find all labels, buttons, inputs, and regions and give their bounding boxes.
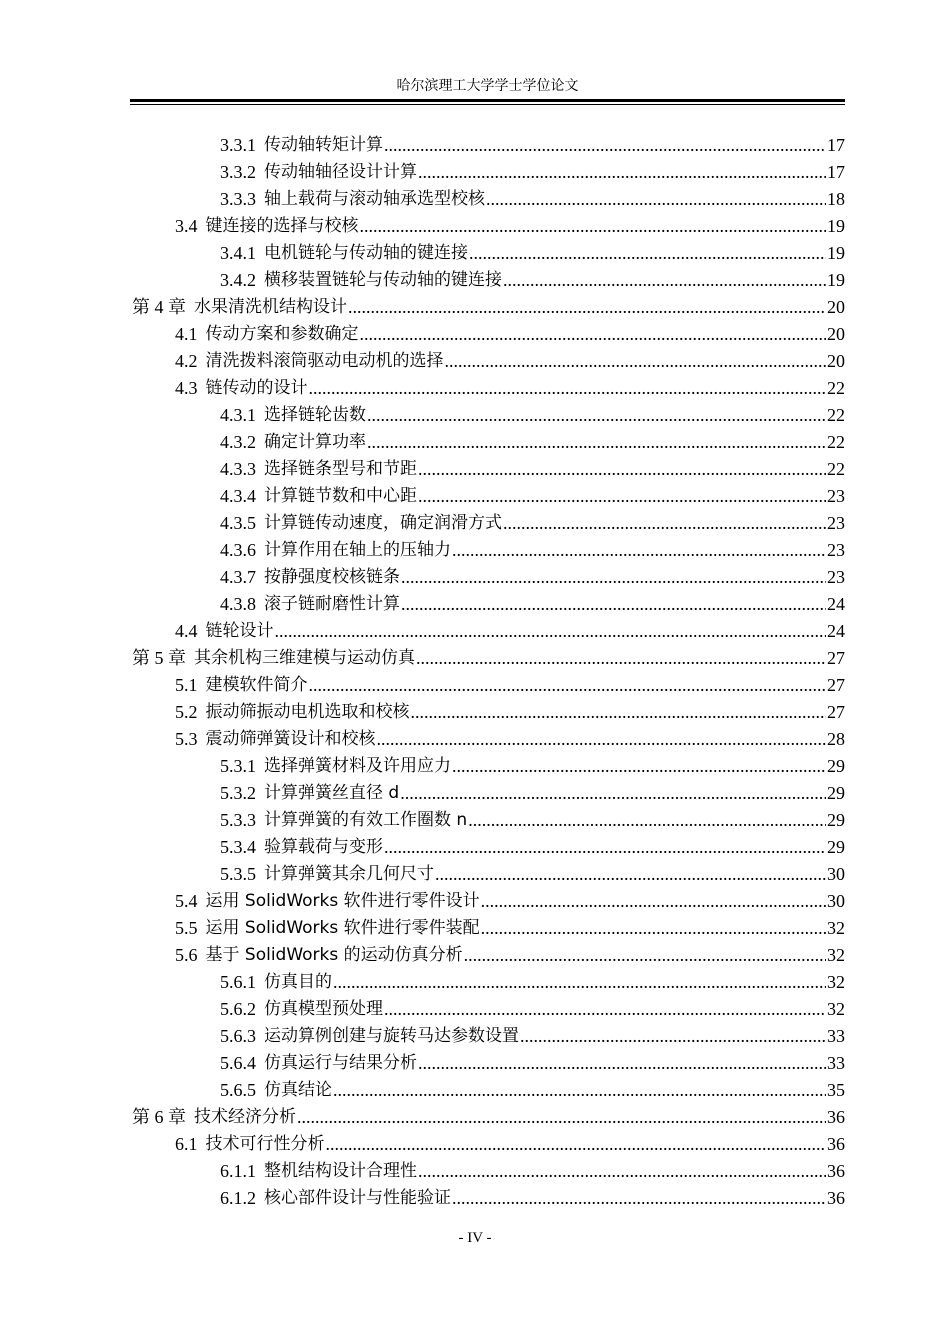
page-number: - IV -	[458, 1230, 492, 1246]
toc-entry-title: 选择链条型号和节距	[264, 459, 417, 479]
toc-entry-number: 5.3.2	[220, 783, 256, 803]
header-rule-thin	[130, 104, 845, 105]
toc-dot-leader	[384, 132, 826, 159]
toc-entry-number: 3.3.2	[220, 162, 256, 182]
toc-entry-number: 4.3.8	[220, 594, 256, 614]
toc-entry-title: 清洗拨料滚筒驱动电动机的选择	[205, 351, 444, 371]
toc-entry[interactable]	[130, 591, 845, 618]
toc-dot-leader	[464, 942, 826, 969]
toc-entry-title: 选择链轮齿数	[264, 405, 366, 425]
toc-entry-number: 第 5 章	[132, 648, 186, 668]
toc-entry[interactable]	[130, 780, 845, 807]
toc-dot-leader	[469, 240, 826, 267]
toc-entry-number: 3.4.1	[220, 243, 256, 263]
toc-entry-title: 技术经济分析	[194, 1107, 296, 1127]
toc-dot-leader	[416, 645, 826, 672]
toc-entry[interactable]	[130, 861, 845, 888]
toc-entry-page: 20	[827, 351, 845, 371]
toc-entry-number: 第 4 章	[132, 297, 186, 317]
toc-entry-page: 36	[827, 1134, 845, 1154]
toc-entry-page: 18	[827, 189, 845, 209]
toc-entry[interactable]	[130, 753, 845, 780]
toc-entry-page: 17	[827, 162, 845, 182]
toc-entry-number: 5.6.1	[220, 972, 256, 992]
toc-entry-title: 计算弹簧其余几何尺寸	[264, 864, 434, 884]
toc-entry-title: 其余机构三维建模与运动仿真	[194, 648, 415, 668]
toc-dot-leader	[360, 321, 827, 348]
toc-entry-title: 链传动的设计	[205, 378, 308, 398]
toc-entry-page: 23	[827, 567, 845, 587]
toc-entry[interactable]	[130, 483, 845, 510]
toc-entry[interactable]	[130, 510, 845, 537]
toc-dot-leader	[486, 186, 826, 213]
toc-entry-number: 5.5	[175, 918, 198, 938]
toc-entry-title: 振动筛振动电机选取和校核	[205, 702, 410, 722]
toc-entry-number: 3.4.2	[220, 270, 256, 290]
toc-dot-leader	[452, 537, 826, 564]
toc-dot-leader	[377, 726, 827, 753]
toc-entry-number: 4.2	[175, 351, 198, 371]
header-rule-thick	[130, 99, 845, 102]
toc-entry-number: 5.2	[175, 702, 198, 722]
toc-entry-title: 整机结构设计合理性	[264, 1161, 417, 1181]
toc-entry-number: 4.1	[175, 324, 198, 344]
toc-entry-page: 23	[827, 513, 845, 533]
toc-entry[interactable]	[130, 1104, 845, 1131]
toc-entry[interactable]	[130, 699, 845, 726]
toc-entry-number: 4.3.6	[220, 540, 256, 560]
toc-entry-number: 5.6.5	[220, 1080, 256, 1100]
toc-entry[interactable]	[130, 969, 845, 996]
toc-entry-title: 键连接的选择与校核	[205, 216, 359, 236]
toc-entry-title: 仿真模型预处理	[264, 999, 383, 1019]
toc-dot-leader	[401, 564, 826, 591]
toc-entry[interactable]	[130, 429, 845, 456]
toc-dot-leader	[275, 618, 827, 645]
toc-entry-number: 5.4	[175, 891, 198, 911]
toc-entry-title: 按静强度校核链条	[264, 567, 400, 587]
toc-entry-page: 24	[827, 621, 845, 641]
toc-entry[interactable]	[130, 1077, 845, 1104]
toc-entry-page: 19	[827, 216, 845, 236]
toc-entry[interactable]	[130, 888, 845, 915]
toc-entry-title: 计算链节数和中心距	[264, 486, 417, 506]
toc-dot-leader	[520, 1023, 826, 1050]
toc-entry-number: 6.1.1	[220, 1161, 256, 1181]
toc-dot-leader	[384, 834, 826, 861]
toc-dot-leader	[384, 996, 826, 1023]
toc-dot-leader	[418, 456, 826, 483]
toc-entry-title: 电机链轮与传动轴的键连接	[264, 243, 468, 263]
toc-entry-title: 运用 SolidWorks 软件进行零件设计	[205, 891, 480, 911]
toc-entry-title: 链轮设计	[205, 621, 274, 641]
toc-entry-page: 22	[827, 459, 845, 479]
toc-entry-page: 27	[827, 675, 845, 695]
toc-dot-leader	[326, 1131, 827, 1158]
toc-entry-number: 3.3.1	[220, 135, 256, 155]
toc-entry[interactable]	[130, 834, 845, 861]
toc-entry-page: 23	[827, 486, 845, 506]
toc-entry-page: 22	[827, 378, 845, 398]
toc-entry-number: 6.1	[175, 1134, 198, 1154]
toc-entry-page: 20	[827, 324, 845, 344]
toc-entry-number: 3.4	[175, 216, 198, 236]
toc-entry-page: 30	[827, 891, 845, 911]
toc-entry-page: 20	[827, 297, 845, 317]
toc-dot-leader	[418, 1050, 826, 1077]
toc-entry-title: 确定计算功率	[264, 432, 366, 452]
toc-dot-leader	[418, 483, 826, 510]
toc-entry[interactable]	[130, 159, 845, 186]
toc-entry[interactable]	[130, 375, 845, 402]
toc-entry[interactable]	[130, 1158, 845, 1185]
toc-entry-number: 5.6	[175, 945, 198, 965]
toc-entry-title: 计算作用在轴上的压轴力	[264, 540, 451, 560]
toc-entry-page: 30	[827, 864, 845, 884]
toc-dot-leader	[452, 1185, 826, 1212]
toc-entry-page: 23	[827, 540, 845, 560]
toc-entry-page: 33	[827, 1026, 845, 1046]
toc-entry-page: 35	[827, 1080, 845, 1100]
toc-entry[interactable]	[130, 618, 845, 645]
toc-entry-title: 水果清洗机结构设计	[194, 297, 347, 317]
toc-dot-leader	[360, 213, 827, 240]
table-of-contents	[130, 132, 845, 1212]
toc-dot-leader	[418, 159, 826, 186]
toc-entry-page: 36	[827, 1107, 845, 1127]
toc-entry-title: 建模软件简介	[205, 675, 308, 695]
toc-entry-title: 验算载荷与变形	[264, 837, 383, 857]
toc-dot-leader	[503, 510, 826, 537]
toc-dot-leader	[333, 1077, 826, 1104]
toc-entry-title: 横移装置链轮与传动轴的键连接	[264, 270, 502, 290]
toc-dot-leader	[367, 429, 826, 456]
toc-entry-title: 选择弹簧材料及许用应力	[264, 756, 451, 776]
toc-entry-title: 传动方案和参数确定	[205, 324, 359, 344]
toc-entry[interactable]	[130, 1023, 845, 1050]
toc-entry-title: 滚子链耐磨性计算	[264, 594, 400, 614]
toc-entry[interactable]	[130, 132, 845, 159]
toc-dot-leader	[411, 699, 827, 726]
toc-dot-leader	[348, 294, 826, 321]
toc-dot-leader	[468, 807, 826, 834]
toc-entry-page: 27	[827, 702, 845, 722]
toc-dot-leader	[309, 375, 827, 402]
toc-entry[interactable]	[130, 1131, 845, 1158]
toc-entry-number: 5.1	[175, 675, 198, 695]
toc-entry[interactable]	[130, 942, 845, 969]
toc-entry-number: 5.6.3	[220, 1026, 256, 1046]
toc-entry-title: 计算弹簧的有效工作圈数 n	[264, 810, 468, 830]
toc-entry[interactable]	[130, 321, 845, 348]
toc-entry[interactable]	[130, 186, 845, 213]
toc-entry-number: 4.3.7	[220, 567, 256, 587]
toc-dot-leader	[503, 267, 826, 294]
toc-dot-leader	[435, 861, 826, 888]
toc-entry-title: 技术可行性分析	[205, 1134, 325, 1154]
toc-entry-page: 19	[827, 270, 845, 290]
toc-entry-number: 4.3.1	[220, 405, 256, 425]
toc-entry[interactable]	[130, 726, 845, 753]
toc-entry-page: 27	[827, 648, 845, 668]
toc-entry-number: 4.3.3	[220, 459, 256, 479]
toc-dot-leader	[452, 753, 826, 780]
toc-entry-title: 仿真运行与结果分析	[264, 1053, 417, 1073]
toc-entry-title: 仿真结论	[264, 1080, 332, 1100]
toc-entry-number: 4.3.4	[220, 486, 256, 506]
toc-entry-page: 29	[827, 783, 845, 803]
toc-dot-leader	[400, 780, 826, 807]
toc-entry-page: 29	[827, 810, 845, 830]
toc-dot-leader	[333, 969, 826, 996]
toc-entry-number: 6.1.2	[220, 1188, 256, 1208]
toc-entry[interactable]	[130, 267, 845, 294]
toc-dot-leader	[418, 1158, 826, 1185]
toc-entry-page: 24	[827, 594, 845, 614]
toc-entry-page: 22	[827, 432, 845, 452]
toc-entry-title: 基于 SolidWorks 的运动仿真分析	[205, 945, 463, 965]
toc-entry-title: 传动轴转矩计算	[264, 135, 383, 155]
toc-entry-title: 运用 SolidWorks 软件进行零件装配	[205, 918, 480, 938]
toc-entry[interactable]	[130, 294, 845, 321]
toc-entry-page: 32	[827, 918, 845, 938]
toc-dot-leader	[481, 915, 826, 942]
toc-entry-number: 4.3.5	[220, 513, 256, 533]
toc-entry-page: 28	[827, 729, 845, 749]
toc-entry-number: 5.3.5	[220, 864, 256, 884]
toc-entry-page: 36	[827, 1161, 845, 1181]
toc-entry-number: 3.3.3	[220, 189, 256, 209]
toc-entry[interactable]	[130, 456, 845, 483]
toc-entry[interactable]	[130, 564, 845, 591]
toc-entry-title: 震动筛弹簧设计和校核	[205, 729, 376, 749]
toc-entry-title: 计算弹簧丝直径 d	[264, 783, 400, 803]
toc-entry[interactable]	[130, 537, 845, 564]
toc-entry[interactable]	[130, 645, 845, 672]
toc-dot-leader	[445, 348, 827, 375]
running-header-title: 哈尔滨理工大学学士学位论文	[396, 78, 579, 94]
toc-entry-page: 32	[827, 999, 845, 1019]
toc-entry[interactable]	[130, 1185, 845, 1212]
toc-entry-number: 4.3	[175, 378, 198, 398]
toc-entry[interactable]	[130, 213, 845, 240]
toc-dot-leader	[481, 888, 826, 915]
toc-dot-leader	[367, 402, 826, 429]
toc-entry[interactable]	[130, 807, 845, 834]
toc-entry-page: 29	[827, 756, 845, 776]
toc-entry[interactable]	[130, 348, 845, 375]
toc-entry-page: 33	[827, 1053, 845, 1073]
toc-entry-number: 5.6.2	[220, 999, 256, 1019]
toc-entry[interactable]	[130, 1050, 845, 1077]
toc-entry-page: 19	[827, 243, 845, 263]
toc-entry-page: 22	[827, 405, 845, 425]
toc-entry-number: 5.3.3	[220, 810, 256, 830]
toc-entry-title: 传动轴轴径设计计算	[264, 162, 417, 182]
toc-entry[interactable]	[130, 402, 845, 429]
toc-entry-number: 第 6 章	[132, 1107, 186, 1127]
toc-dot-leader	[297, 1104, 826, 1131]
toc-entry[interactable]	[130, 672, 845, 699]
toc-dot-leader	[401, 591, 826, 618]
toc-entry-title: 轴上载荷与滚动轴承选型校核	[264, 189, 485, 209]
toc-entry-number: 4.3.2	[220, 432, 256, 452]
toc-entry-number: 5.6.4	[220, 1053, 256, 1073]
toc-entry-page: 32	[827, 972, 845, 992]
toc-entry[interactable]	[130, 240, 845, 267]
toc-entry-number: 5.3.4	[220, 837, 256, 857]
toc-entry-title: 运动算例创建与旋转马达参数设置	[264, 1026, 519, 1046]
toc-entry-number: 5.3	[175, 729, 198, 749]
toc-entry-number: 5.3.1	[220, 756, 256, 776]
toc-entry-page: 29	[827, 837, 845, 857]
toc-entry-number: 4.4	[175, 621, 198, 641]
toc-entry-title: 仿真目的	[264, 972, 332, 992]
toc-entry-title: 核心部件设计与性能验证	[264, 1188, 451, 1208]
toc-entry-page: 32	[827, 945, 845, 965]
toc-dot-leader	[309, 672, 827, 699]
toc-entry-page: 36	[827, 1188, 845, 1208]
toc-entry[interactable]	[130, 996, 845, 1023]
toc-entry-page: 17	[827, 135, 845, 155]
toc-entry[interactable]	[130, 915, 845, 942]
toc-entry-title: 计算链传动速度，确定润滑方式	[264, 513, 502, 533]
